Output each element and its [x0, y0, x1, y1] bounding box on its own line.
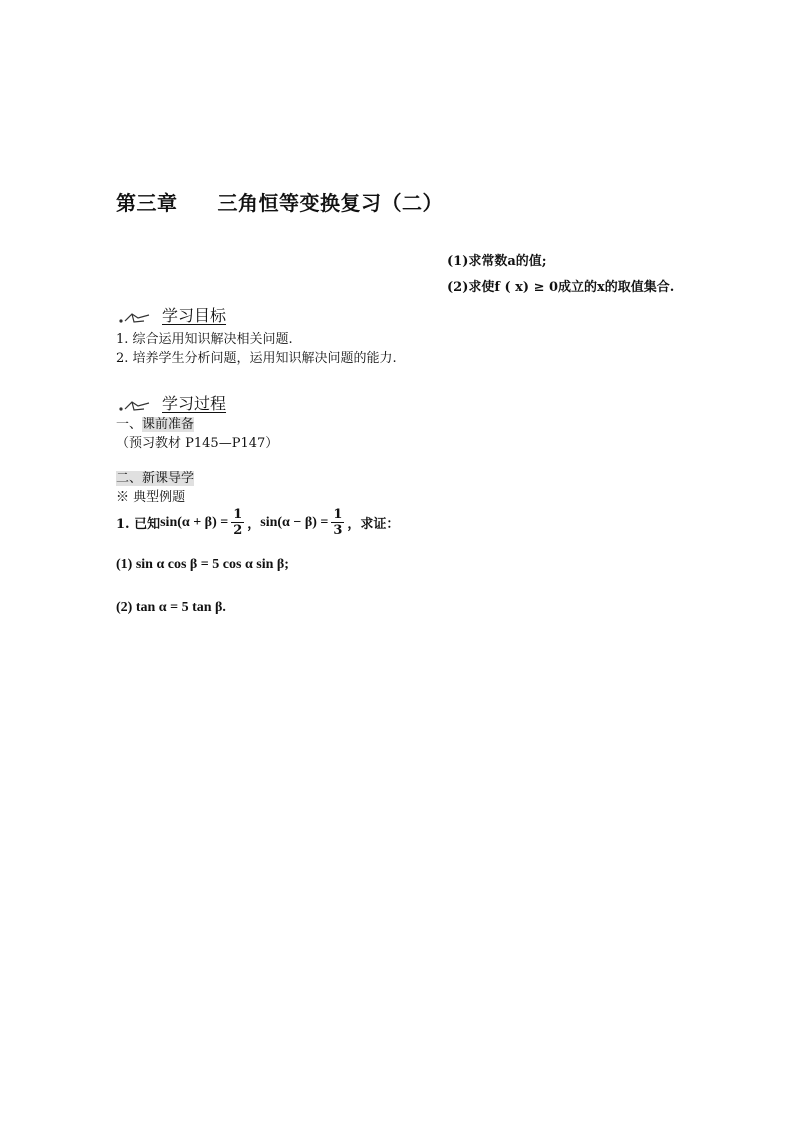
pen-hand-icon	[118, 309, 152, 325]
ex1-sep: ，	[247, 517, 261, 532]
goal-item-2: 2. 培养学生分析问题，运用知识解决问题的能力.	[116, 351, 397, 366]
process-heading-label: 学习过程	[162, 394, 227, 413]
ex1-part2: (2) tan α = 5 tan β.	[116, 600, 226, 615]
ex1-frac2-num: 1	[333, 507, 343, 522]
goals-heading-label: 学习目标	[162, 306, 227, 325]
ex1-suffix: ，求证：	[347, 517, 400, 532]
chapter-topic: 三角恒等变换复习（二）	[217, 191, 443, 215]
part1-heading	[116, 413, 194, 432]
example-1	[116, 507, 399, 538]
part2-label: 二、新课导学	[116, 471, 195, 486]
goals-heading	[118, 303, 226, 326]
pen-hand-icon	[118, 397, 152, 413]
ex1-frac1	[231, 507, 244, 538]
page-title	[116, 187, 443, 216]
right-question-2: (2)求使f ( x) ≥ 0成立的x的取值集合.	[447, 280, 675, 295]
chapter-number: 第三章	[116, 191, 178, 215]
ex1-prefix: 1. 已知	[116, 517, 161, 532]
ex1-cond1: sin(α + β) =	[160, 514, 229, 530]
example-heading: ※ 典型例题	[116, 490, 186, 505]
part1-note: （预习教材 P145—P147）	[116, 436, 279, 451]
part2-heading	[116, 467, 194, 486]
ex1-frac1-den: 2	[233, 523, 243, 538]
process-heading	[118, 391, 226, 414]
right-question-1: (1)求常数a的值;	[447, 254, 547, 269]
part1-prefix: 一、	[116, 417, 143, 432]
ex1-frac2	[331, 507, 344, 538]
ex1-cond2: sin(α − β) =	[260, 514, 329, 530]
ex1-frac2-den: 3	[333, 523, 343, 538]
ex1-part1: (1) sin α cos β = 5 cos α sin β;	[116, 557, 289, 572]
ex1-frac1-num: 1	[233, 507, 243, 522]
goal-item-1: 1. 综合运用知识解决相关问题.	[116, 332, 293, 347]
part1-label: 课前准备	[142, 417, 195, 432]
